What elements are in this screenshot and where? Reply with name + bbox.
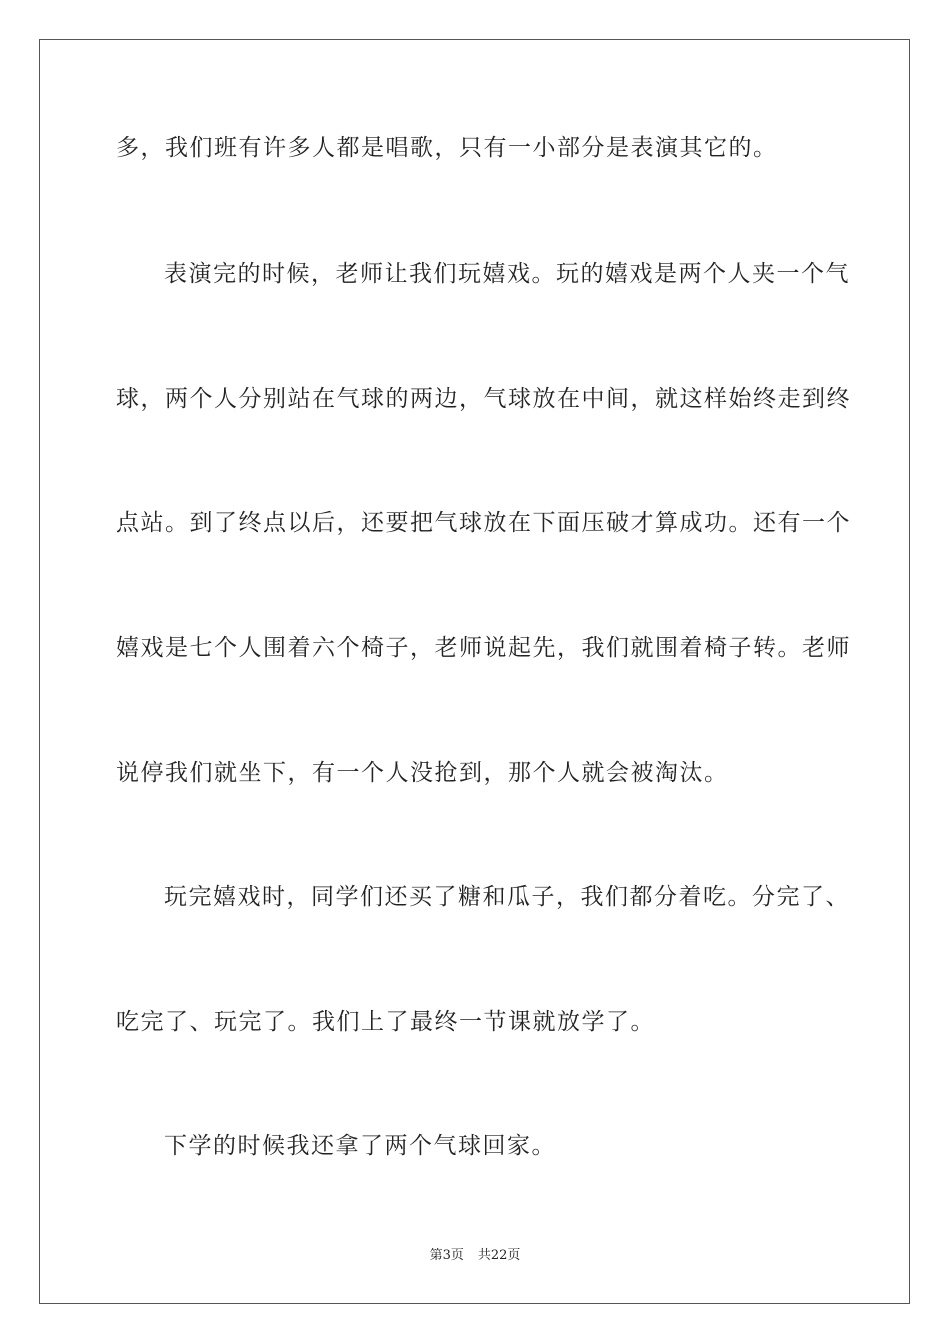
paragraph-line: 多，我们班有许多人都是唱歌，只有一小部分是表演其它的。: [116, 135, 778, 161]
paragraph-line: 玩完嬉戏时，同学们还买了糖和瓜子，我们都分着吃。分完了、: [164, 884, 850, 910]
paragraph-line: 点站。到了终点以后，还要把气球放在下面压破才算成功。还有一个: [116, 510, 851, 536]
page-footer: [0, 1247, 950, 1265]
paragraph-line: 说停我们就坐下，有一个人没抢到，那个人就会被淘汰。: [116, 760, 729, 786]
page-number: 第3页: [429, 1248, 464, 1263]
page-total: 共22页: [477, 1248, 521, 1263]
paragraph-line: 球，两个人分别站在气球的两边，气球放在中间，就这样始终走到终: [116, 386, 851, 412]
paragraph-line: 嬉戏是七个人围着六个椅子，老师说起先，我们就围着椅子转。老师: [116, 635, 851, 661]
paragraph-line: 下学的时候我还拿了两个气球回家。: [164, 1133, 556, 1159]
page-border: [39, 39, 910, 1304]
paragraph-line: 表演完的时候，老师让我们玩嬉戏。玩的嬉戏是两个人夹一个气: [164, 261, 850, 287]
paragraph-line: 吃完了、玩完了。我们上了最终一节课就放学了。: [116, 1009, 655, 1035]
